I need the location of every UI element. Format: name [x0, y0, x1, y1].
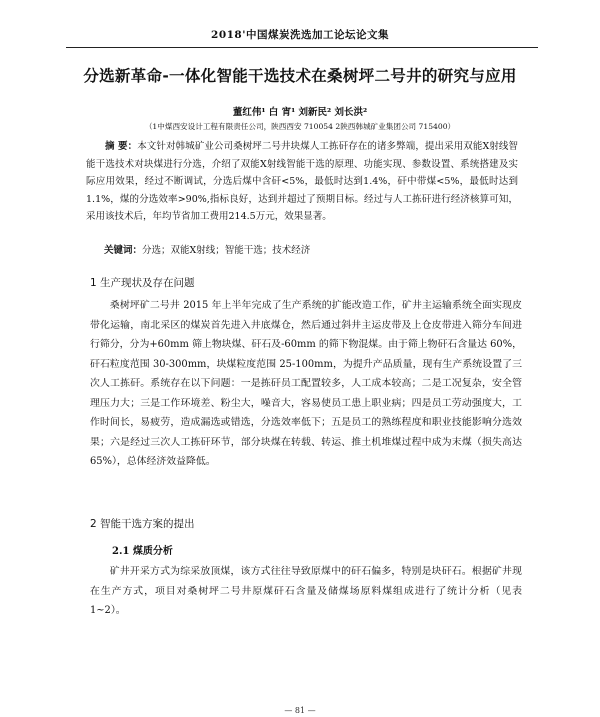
subsection-2-1-paragraph: 矿井开采方式为综采放顶煤，该方式往往导致原煤中的矸石偏多，特别是块矸石。根据矿井现在生产方式，项目对桑树坪二号井原煤矸石含量及储煤场原料煤组成进行了统计分析（见表 1~2）。 — [90, 566, 522, 616]
keywords-text: 分选；双能X射线；智能干选；技术经济 — [142, 245, 311, 256]
keywords — [104, 243, 524, 259]
keywords-label: 关键词： — [104, 245, 143, 256]
paper-authors: 董红伟¹ 白 宵¹ 刘新民² 刘长洪² — [232, 107, 368, 118]
abstract-label: 摘 要： — [105, 141, 138, 152]
page-number: — 81 — — [284, 706, 316, 715]
paper-title: 分选新革命-一体化智能干选技术在桑树坪二号井的研究与应用 — [83, 67, 517, 85]
header-rule — [66, 47, 538, 48]
section-1-paragraph: 桑树坪矿二号井 2015 年上半年完成了生产系统的扩能改造工作，矿井主运输系统全面实现皮带化运输，南北采区的煤炭首先进入井底煤仓，然后通过斜井主运皮带及上仓皮带进入筛分车间进行筛分，分为+60mm 筛上物块煤、矸石及-60mm 的筛下物混煤。由于筛上物矸石含量达 60%，矸石粒度范围 30-300mm，块煤粒度范围 25-100mm，为提升产品质量，现有生产系统设置了三次人工拣矸。系统存在以下问题：一是拣矸员工配置较多，人工成本较高；二是工况复杂，安全管理压力大；三是工作环境差、粉尘大，噪音大，容易使员工患上职业病；四是员工劳动强度大，工作时间长，易疲劳，造成漏选或错选，分选效率低下；五是员工的熟练程度和职业技能影响分选效果；六是经过三次人工拣矸环节，部分块煤在转载、转运、推土机堆煤过程中成为末煤（损失高达 65%），总体经济效益降低。 — [90, 300, 522, 467]
section-2-heading: 2 智能干选方案的提出 — [90, 518, 195, 530]
subsection-2-1-heading: 2.1 煤质分析 — [112, 546, 173, 557]
abstract — [86, 138, 518, 226]
paper-affiliation: （1中煤西安设计工程有限责任公司，陕西西安 710054 2陕西韩城矿业集团公司 715400） — [144, 122, 456, 131]
abstract-text: 本文针对韩城矿业公司桑树坪二号井块煤人工拣矸存在的诸多弊端，提出采用双能X射线智能干选技术对块煤进行分选，介绍了双能X射线智能干选的原理、功能实现、参数设置、系统搭建及实际应用效果，经过不断调试，分选后煤中含矸<5%，最低时达到1.4%，矸中带煤<5%，最低时达到1.1%，煤的分选效率>90%,指标良好，达到并超过了预期目标。经过与人工拣矸进行经济核算可知，采用该技术后，年均节省加工费用214.5万元，效果显著。 — [86, 141, 519, 223]
running-header: 2018'中国煤炭洗选加工论坛论文集 — [211, 29, 389, 41]
section-1-heading: 1 生产现状及存在问题 — [90, 277, 195, 289]
